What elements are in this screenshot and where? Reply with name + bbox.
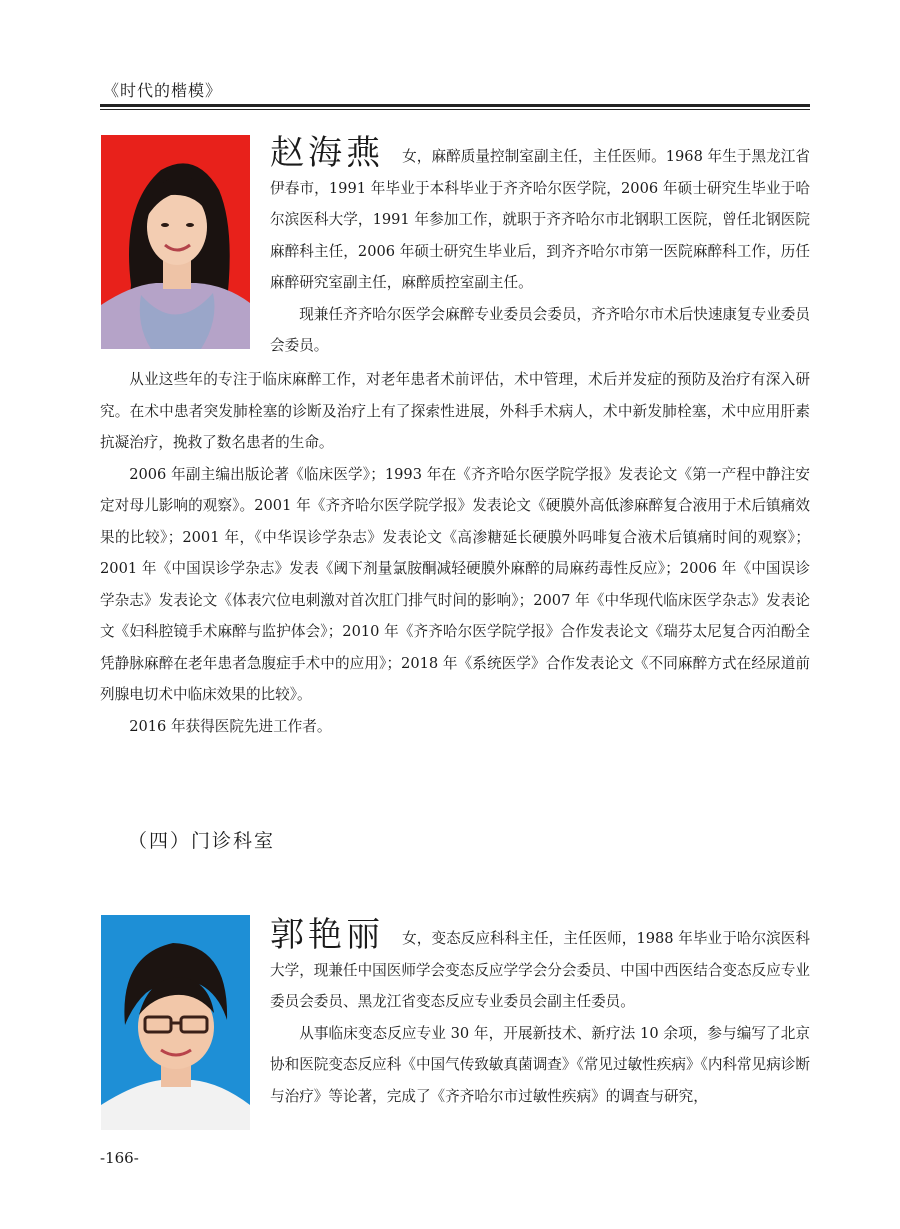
portrait-photo-guo bbox=[101, 915, 250, 1130]
page-number: -166- bbox=[100, 1149, 139, 1167]
header-rule-thick bbox=[100, 104, 810, 107]
profile-name-zhao: 赵海燕 bbox=[270, 133, 385, 173]
profile-zhao-intro-text: 女，麻醉质量控制室副主任，主任医师。1968 年生于黑龙江省伊春市，1991 年毕业于本科毕业于齐齐哈尔医学院，2006 年硕士研究生毕业于哈尔滨医科大学，1991 年参加工作，就职于齐齐哈尔市北钢职工医院，曾任北钢医院麻醉科主任，2006 年硕士研究生毕业后，到齐齐哈尔市第一医院麻醉科工作，历任麻醉研究室副主任，麻醉质控室副主任。 bbox=[270, 148, 811, 291]
header-rule-thin bbox=[100, 109, 810, 110]
profile-name-guo: 郭艳丽 bbox=[270, 915, 385, 955]
running-header: 《时代的楷模》 bbox=[103, 81, 223, 100]
profile-zhao-paragraph-2: 现兼任齐齐哈尔医学会麻醉专业委员会委员，齐齐哈尔市术后快速康复专业委员会委员。 bbox=[270, 305, 810, 354]
profile-zhao-paragraph-3: 从业这些年的专注于临床麻醉工作，对老年患者术前评估，术中管理，术后并发症的预防及治疗有深入研究。在术中患者突发肺栓塞的诊断及治疗上有了探索性进展，外科手术病人，术中新发肺栓塞，术中应用肝素抗凝治疗，挽救了数名患者的生命。 bbox=[100, 371, 810, 451]
profile-guo-intro bbox=[270, 915, 811, 1112]
profile-zhao-paragraph-4: 2006 年副主编出版论著《临床医学》；1993 年在《齐齐哈尔医学院学报》发表论文《第一产程中静注安定对母儿影响的观察》。2001 年《齐齐哈尔医学院学报》发表论文《硬膜外高低渗麻醉复合液用于术后镇痛效果的比较》；2001 年，《中华误诊学杂志》发表论文《高渗糖延长硬膜外吗啡复合液术后镇痛时间的观察》；2001 年《中国误诊学杂志》发表《阈下剂量氯胺酮减轻硬膜外麻醉的局麻药毒性反应》；2006 年《中国误诊学杂志》发表论文《体表穴位电刺激对首次肛门排气时间的影响》；2007 年《中华现代临床医学杂志》发表论文《妇科腔镜手术麻醉与监护体会》；2010 年《齐齐哈尔医学院学报》合作发表论文《瑞芬太尼复合丙泊酚全凭静脉麻醉在老年患者急腹症手术中的应用》；2018 年《系统医学》合作发表论文《不同麻醉方式在经尿道前列腺电切术中临床效果的比较》。 bbox=[100, 465, 810, 703]
profile-zhao-paragraph-5: 2016 年获得医院先进工作者。 bbox=[129, 717, 332, 735]
profile-guo-intro-text: 女，变态反应科科主任，主任医师，1988 年毕业于哈尔滨医科大学，现兼任中国医师学会变态反应学学会分会委员、中国中西医结合变态反应专业委员会委员、黑龙江省变态反应专业委员会副主任委员。 bbox=[270, 930, 811, 1010]
profile-zhao-body bbox=[100, 364, 810, 742]
profile-zhao-intro bbox=[270, 133, 811, 362]
section-heading: （四）门诊科室 bbox=[128, 830, 276, 852]
profile-guo-paragraph-2: 从事临床变态反应专业 30 年，开展新技术、新疗法 10 余项，参与编写了北京协和医院变态反应科《中国气传致敏真菌调查》《常见过敏性疾病》《内科常见病诊断与治疗》等论著，完成了《齐齐哈尔市过敏性疾病》的调查与研究， bbox=[270, 1024, 810, 1105]
portrait-photo-zhao bbox=[101, 135, 250, 349]
